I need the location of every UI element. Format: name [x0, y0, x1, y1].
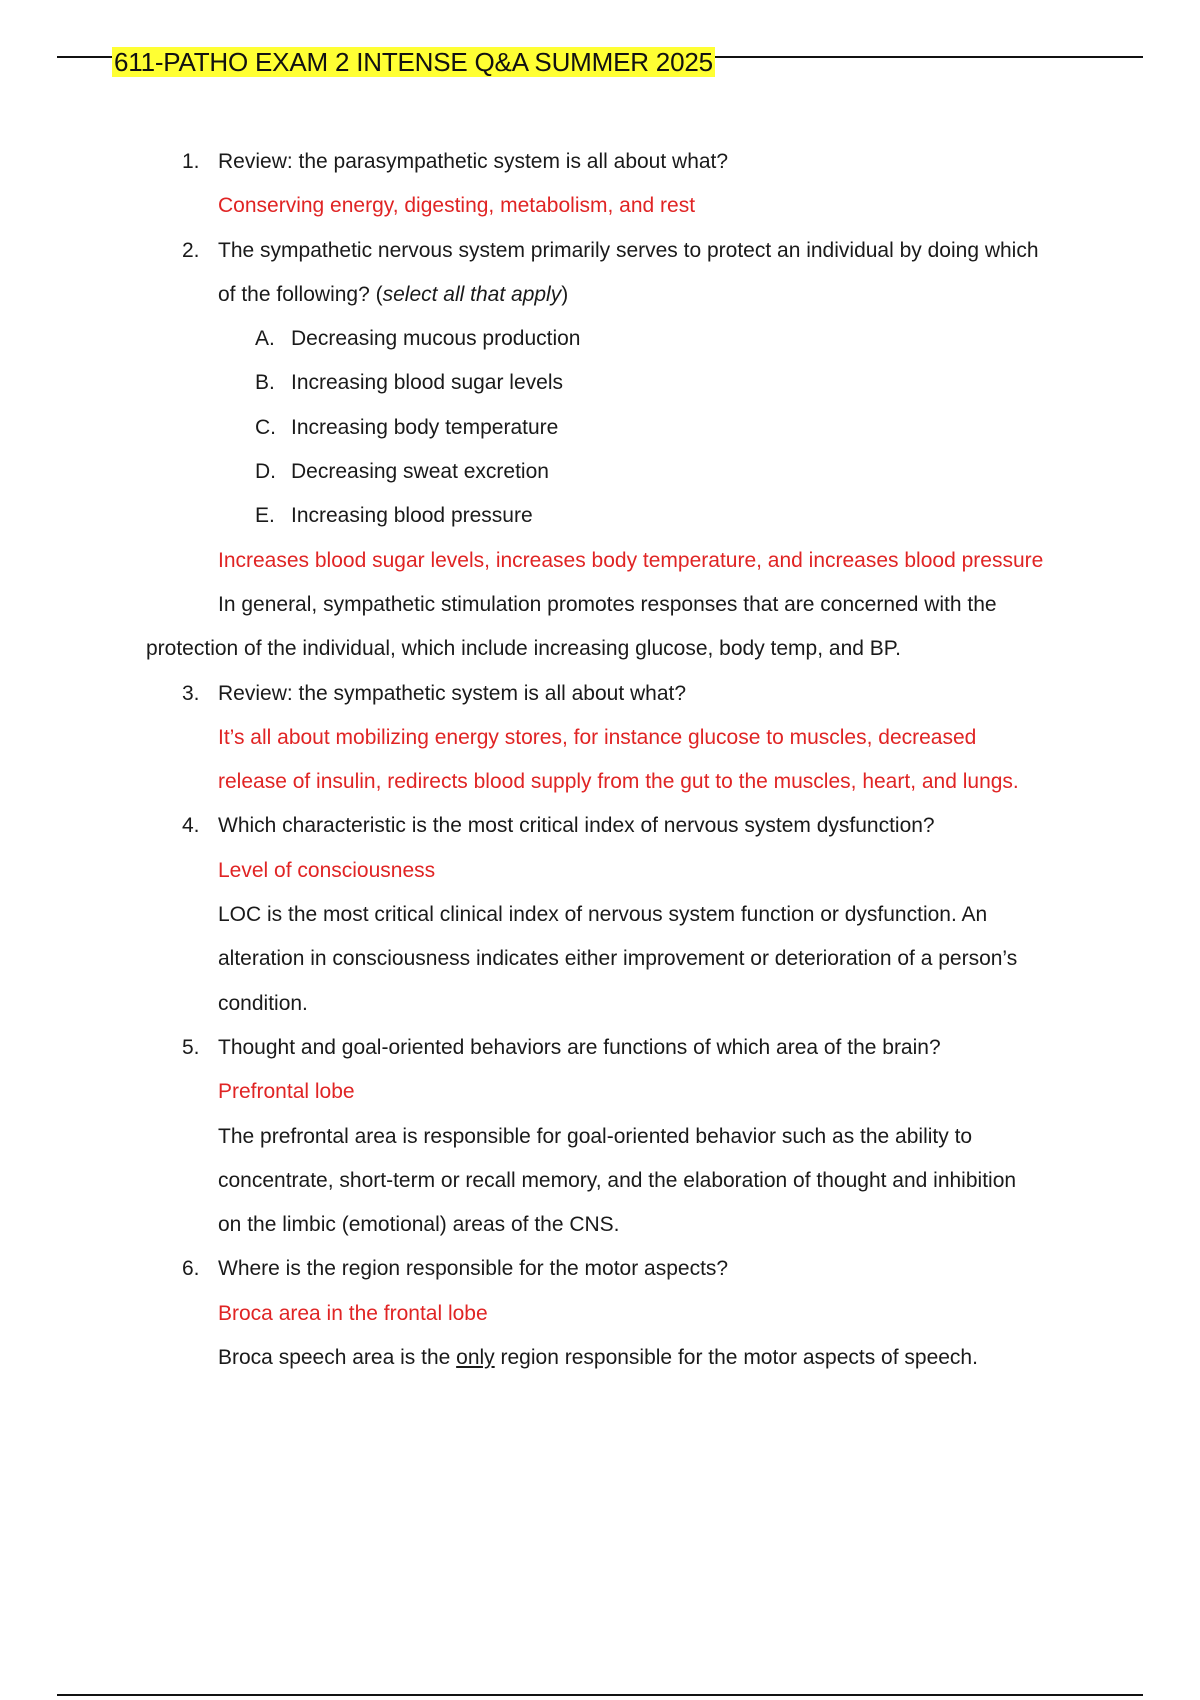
option-letter: E. [255, 504, 275, 528]
question-4 [0, 804, 1200, 848]
question-number: 6. [182, 1257, 200, 1281]
option-a [0, 317, 1200, 361]
answer-6 [0, 1292, 1200, 1336]
explanation-text-continued: concentrate, short-term or recall memory, and the elaboration of thought and inhibition [218, 1168, 1017, 1192]
explanation-4 [0, 893, 1200, 937]
question-6 [0, 1247, 1200, 1291]
question-5 [0, 1026, 1200, 1070]
explanation-2 [0, 583, 1200, 627]
question-number: 3. [182, 681, 200, 705]
qa-content [0, 140, 1200, 1380]
option-letter: D. [255, 460, 276, 484]
question-number: 5. [182, 1035, 200, 1059]
answer-text: Broca area in the frontal lobe [218, 1301, 488, 1325]
question-number: 1. [182, 150, 200, 173]
option-text: Increasing body temperature [291, 415, 559, 439]
explanation-text: In general, sympathetic stimulation promotes responses that are concerned with the [218, 592, 997, 616]
answer-text: Level of consciousness [218, 858, 436, 882]
option-letter: B. [255, 371, 275, 395]
answer-3-continued [0, 760, 1200, 804]
explanation-4-end [0, 982, 1200, 1026]
option-text: Increasing blood pressure [291, 504, 533, 528]
explanation-6 [0, 1336, 1200, 1380]
question-2-continued [0, 273, 1200, 317]
question-text: Review: the sympathetic system is all about what? [218, 681, 687, 705]
answer-text: Conserving energy, digesting, metabolism, and rest [218, 194, 696, 218]
option-text: Increasing blood sugar levels [291, 371, 563, 395]
explanation-text: LOC is the most critical clinical index of nervous system function or dysfunction. An [218, 903, 988, 927]
answer-4 [0, 849, 1200, 893]
option-letter: C. [255, 415, 276, 439]
question-text: Thought and goal-oriented behaviors are functions of which area of the brain? [218, 1035, 941, 1059]
question-text: Review: the parasympathetic system is all about what? [218, 150, 729, 173]
question-text: Where is the region responsible for the motor aspects? [218, 1257, 729, 1281]
explanation-5 [0, 1115, 1200, 1159]
explanation-2-continued [0, 627, 1200, 671]
answer-text: Increases blood sugar levels, increases body temperature, and increases blood pressure [218, 548, 1044, 572]
answer-1 [0, 184, 1200, 228]
answer-text: Prefrontal lobe [218, 1080, 355, 1104]
explanation-text: Broca speech area is the only region responsible for the motor aspects of speech. [218, 1346, 978, 1370]
question-number: 2. [182, 238, 200, 262]
option-letter: A. [255, 327, 275, 351]
emphasis-only: only [456, 1346, 495, 1370]
explanation-text-continued: alteration in consciousness indicates either improvement or deterioration of a person’s [218, 947, 1018, 971]
question-text: The sympathetic nervous system primarily serves to protect an individual by doing which [218, 238, 1039, 262]
question-text: Which characteristic is the most critical index of nervous system dysfunction? [218, 814, 935, 838]
answer-5 [0, 1070, 1200, 1114]
explanation-text-continued: protection of the individual, which include increasing glucose, body temp, and BP. [146, 637, 901, 661]
question-1 [0, 140, 1200, 184]
document-title: 611-PATHO EXAM 2 INTENSE Q&A SUMMER 2025 [114, 47, 713, 77]
explanation-text-end: on the limbic (emotional) areas of the CNS. [218, 1213, 620, 1237]
explanation-text-end: condition. [218, 991, 308, 1015]
option-d [0, 450, 1200, 494]
option-text: Decreasing sweat excretion [291, 460, 549, 484]
footer-rule [57, 1694, 1143, 1696]
answer-text: It’s all about mobilizing energy stores, for instance glucose to muscles, decreased [218, 725, 977, 749]
explanation-text: The prefrontal area is responsible for goal-oriented behavior such as the ability to [218, 1124, 973, 1148]
question-2 [0, 229, 1200, 273]
question-3 [0, 672, 1200, 716]
answer-3 [0, 716, 1200, 760]
question-number: 4. [182, 814, 200, 838]
select-all-note: select all that apply [382, 282, 562, 306]
answer-text-continued: release of insulin, redirects blood supply from the gut to the muscles, heart, and lungs. [218, 770, 1019, 794]
explanation-5-continued [0, 1159, 1200, 1203]
explanation-4-continued [0, 937, 1200, 981]
explanation-5-end [0, 1203, 1200, 1247]
option-e [0, 494, 1200, 538]
option-c [0, 406, 1200, 450]
answer-2 [0, 539, 1200, 583]
question-text-continued: of the following? (select all that apply) [218, 282, 569, 306]
option-b [0, 361, 1200, 405]
option-text: Decreasing mucous production [291, 327, 581, 351]
